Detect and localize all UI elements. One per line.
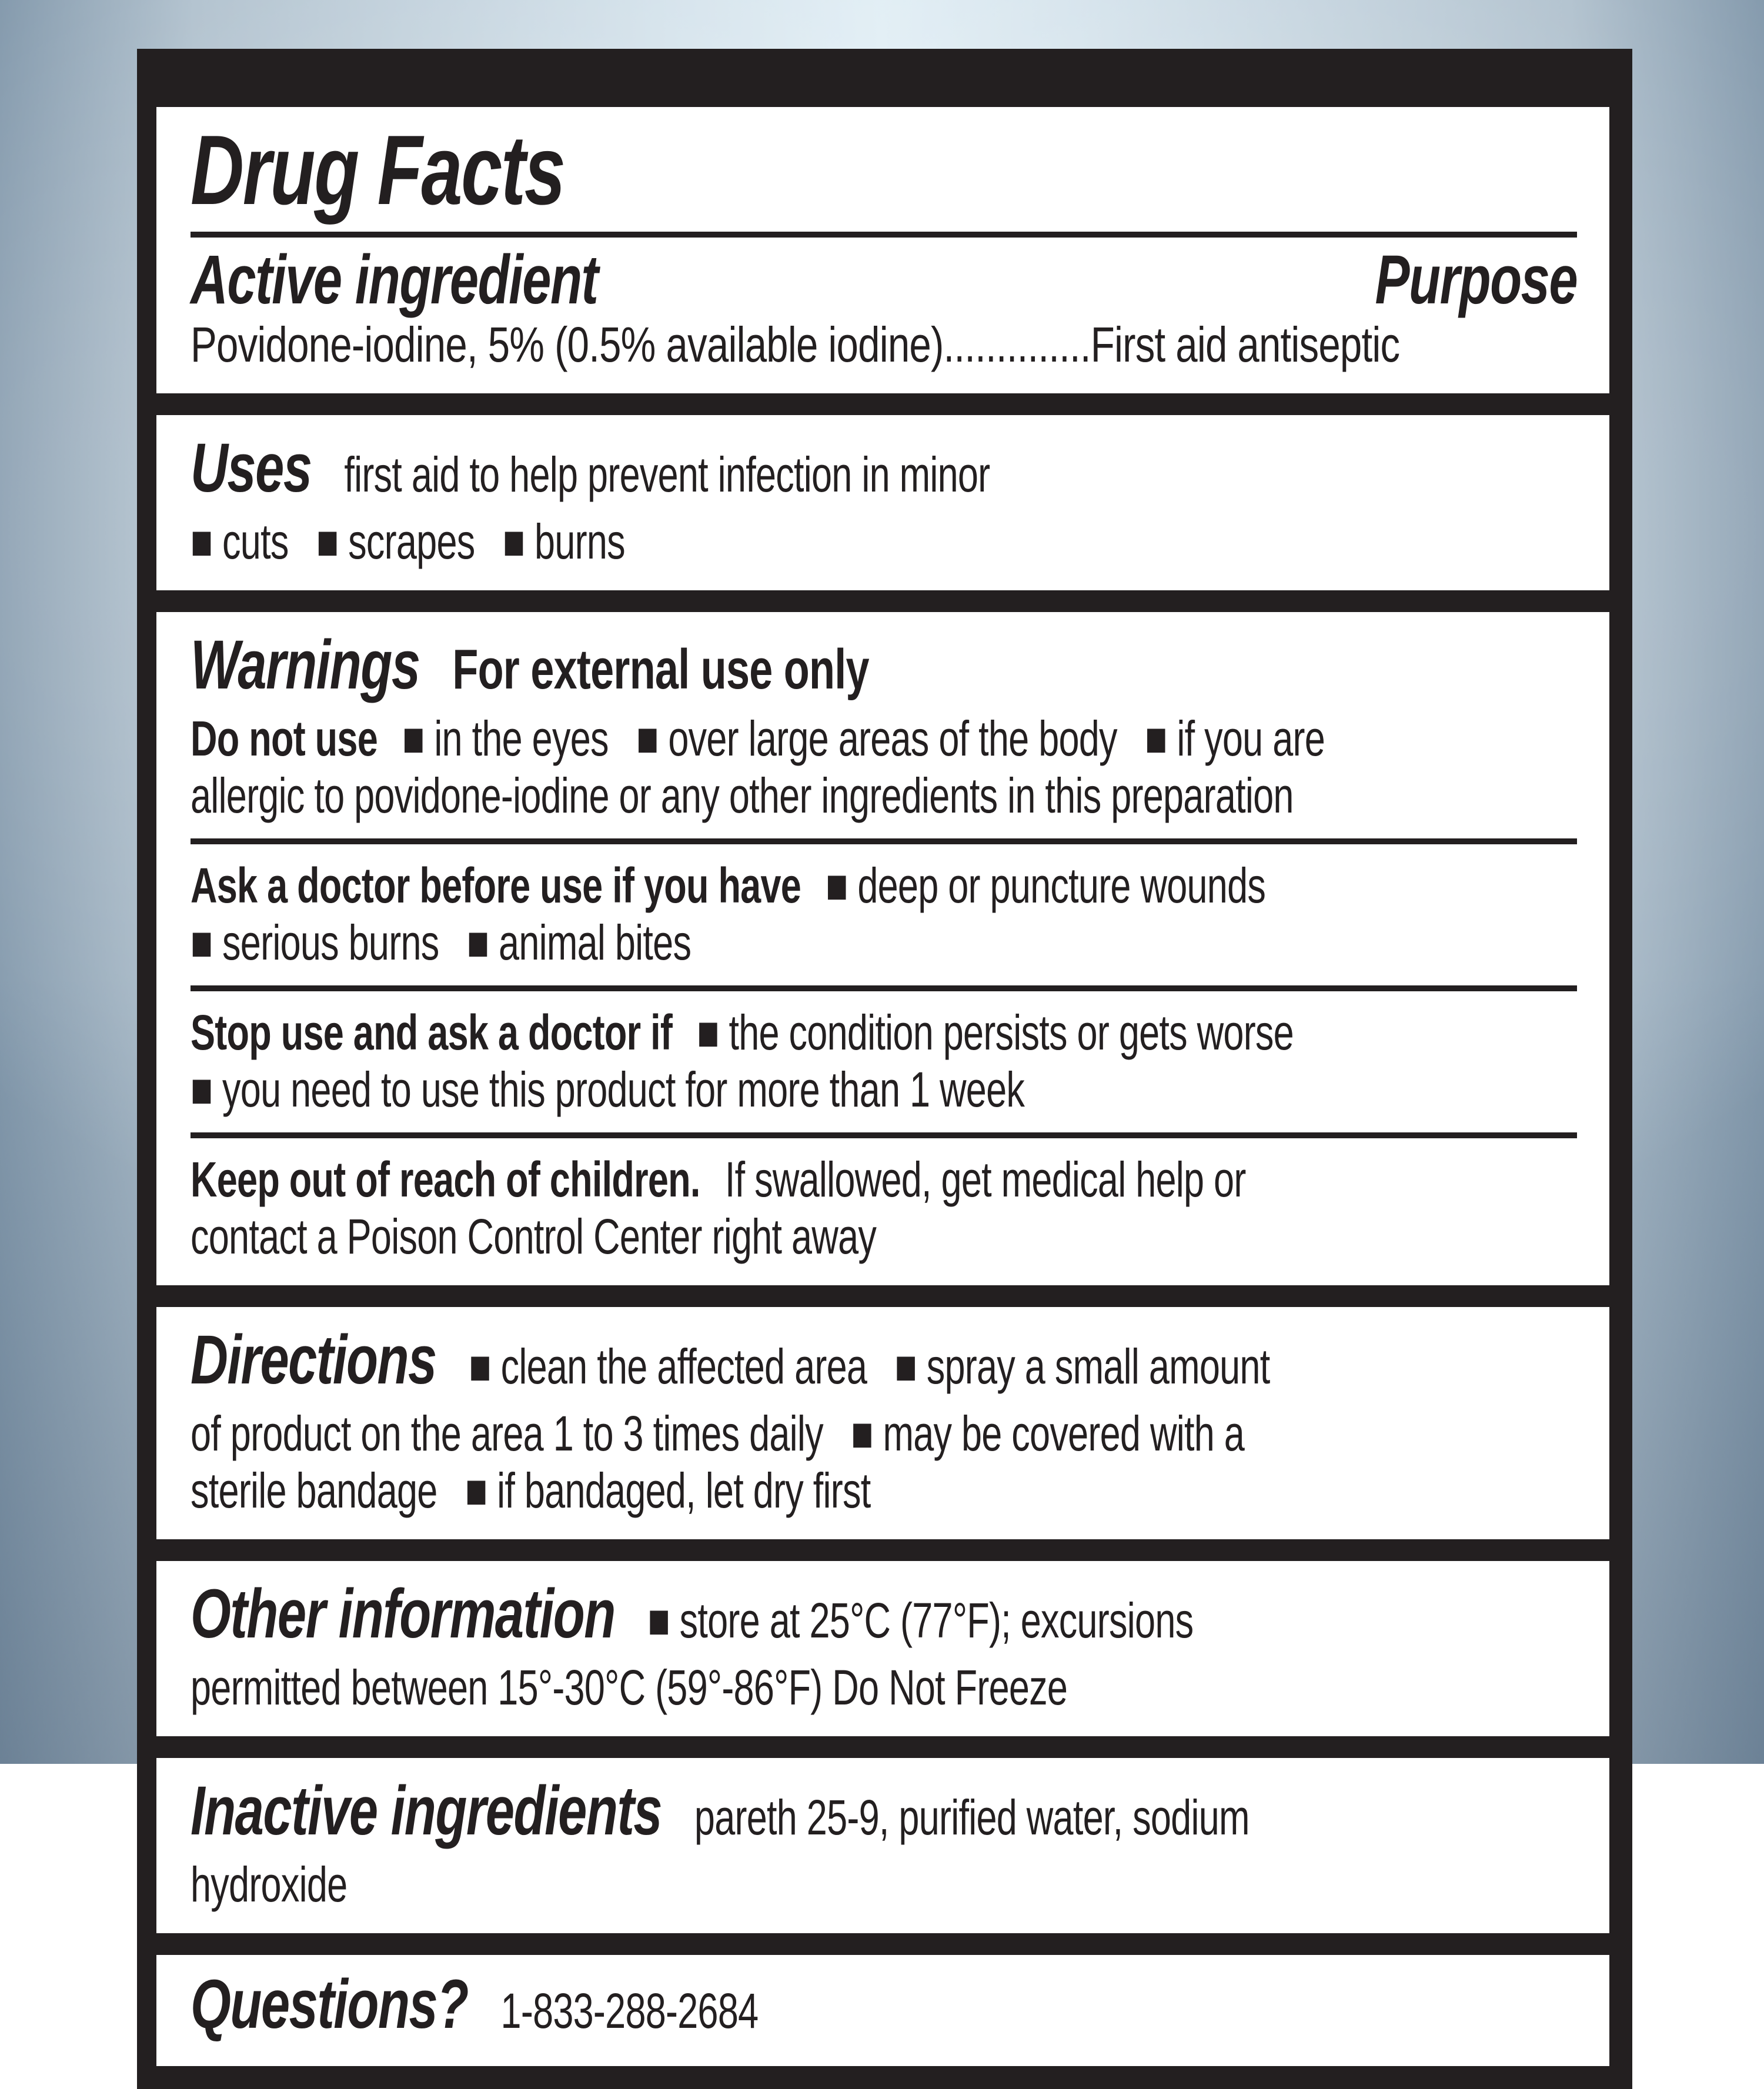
directions-line2: of product on the area 1 to 3 times daily ■ may be covered with a (191, 1406, 1245, 1461)
warnings-heading: Warnings (191, 626, 420, 704)
directions-text1: ■ clean the affected area ■ spray a small amount (469, 1339, 1270, 1394)
stop-use-label: Stop use and ask a doctor if (191, 1005, 673, 1060)
section-directions (156, 1307, 1609, 1539)
stop-use-line1 (191, 1004, 1294, 1061)
inactive-line2: hydroxide (191, 1857, 348, 1912)
inactive-text1: pareth 25-9, purified water, sodium (694, 1790, 1250, 1845)
active-ingredient-row (191, 241, 1577, 319)
other-info-heading-line (191, 1575, 1231, 1659)
section-warnings (156, 612, 1609, 1285)
stop-use-line2: ■ you need to use this product for more than 1 week (191, 1062, 1025, 1117)
section-inactive-ingredients (156, 1758, 1609, 1933)
inactive-heading-line (191, 1772, 1250, 1856)
ask-doctor-line1 (191, 857, 1266, 914)
uses-heading-line (191, 429, 1231, 513)
section-uses (156, 415, 1609, 590)
section-other-information (156, 1561, 1609, 1736)
external-use-subheading: For external use only (452, 638, 869, 701)
inactive-heading: Inactive ingredients (191, 1772, 662, 1850)
do-not-use-label: Do not use (191, 711, 377, 766)
drug-facts-panel (137, 49, 1632, 2089)
questions-heading: Questions? (191, 1966, 468, 2043)
warnings-rule-1 (191, 838, 1577, 844)
directions-heading-line (191, 1321, 1270, 1405)
drug-facts-title: Drug Facts (191, 115, 564, 225)
questions-line (191, 1966, 1231, 2046)
ask-doctor-line2: ■ serious burns ■ animal bites (191, 915, 691, 970)
ask-doctor-label: Ask a doctor before use if you have (191, 858, 801, 913)
other-info-heading: Other information (191, 1575, 615, 1653)
do-not-use-line2: allergic to povidone-iodine or any other ingredients in this preparation (191, 768, 1294, 823)
purpose-heading: Purpose (1375, 241, 1577, 319)
active-ingredient-line: Povidone-iodine, 5% (0.5% available iodine)..............First aid antiseptic (191, 317, 1400, 372)
warnings-heading-line (191, 626, 1231, 710)
do-not-use-line1 (191, 710, 1325, 767)
uses-heading: Uses (191, 429, 312, 507)
keep-out-line1 (191, 1151, 1246, 1208)
directions-heading: Directions (191, 1321, 436, 1399)
other-info-text1: ■ store at 25°C (77°F); excursions (647, 1593, 1194, 1648)
uses-bullets: ■ cuts ■ scrapes ■ burns (191, 514, 625, 569)
keep-out-line2: contact a Poison Control Center right away (191, 1209, 877, 1264)
ask-doctor-bullets1: ■ deep or puncture wounds (826, 858, 1266, 913)
do-not-use-bullets: ■ in the eyes ■ over large areas of the body ■ if you are (402, 711, 1325, 766)
warnings-rule-3 (191, 1132, 1577, 1138)
active-ingredient-heading: Active ingredient (191, 241, 598, 319)
questions-phone: 1-833-288-2684 (500, 1983, 759, 2038)
uses-text: first aid to help prevent infection in minor (344, 447, 990, 502)
stop-use-bullets1: ■ the condition persists or gets worse (697, 1005, 1294, 1060)
other-info-line2: permitted between 15°-30°C (59°-86°F) Do Not Freeze (191, 1660, 1068, 1715)
keep-out-text: If swallowed, get medical help or (724, 1152, 1246, 1207)
keep-out-label: Keep out of reach of children. (191, 1152, 700, 1207)
section-header (156, 107, 1609, 393)
title-rule (191, 232, 1577, 238)
warnings-rule-2 (191, 985, 1577, 991)
section-questions (156, 1955, 1609, 2066)
directions-line3: sterile bandage ■ if bandaged, let dry first (191, 1463, 871, 1518)
